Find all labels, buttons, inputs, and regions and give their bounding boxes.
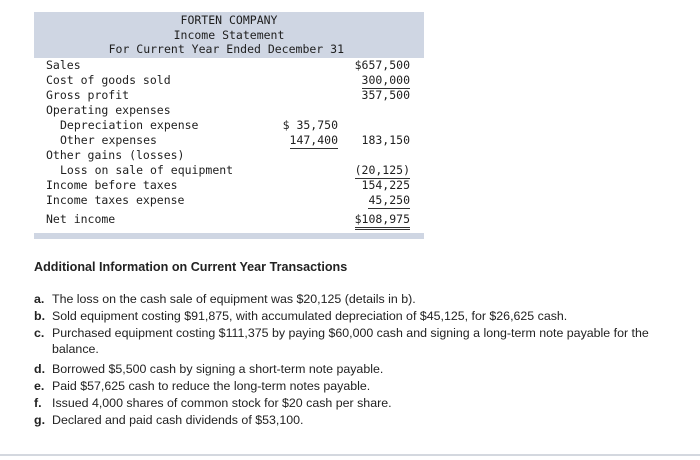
row-label: Other gains (losses) [46,147,185,162]
row-label: Net income [46,211,116,226]
row-loss-on-sale [34,163,424,178]
row-amount: 45,250 [368,192,410,207]
row-label: Operating expenses [46,102,171,117]
row-amount: 183,150 [361,132,410,147]
list-item [34,308,674,324]
statement-period: For Current Year Ended December 31 [108,42,344,56]
item-text: The loss on the cash sale of equipment was $20,125 (details in b). [52,292,416,306]
row-label: Income before taxes [46,177,178,192]
list-item [34,291,674,307]
item-letter: g. [34,413,46,427]
additional-information [34,260,674,429]
row-amount: $657,500 [354,57,410,72]
item-letter: a. [34,292,45,306]
row-label: Income taxes expense [46,192,185,207]
statement-footer-bar [34,233,424,239]
list-item [34,325,674,357]
list-item [34,395,674,411]
item-text: Declared and paid cash dividends of $53,100. [52,413,304,427]
row-other-expenses [34,133,424,148]
row-amount: 154,225 [361,177,410,192]
row-income-taxes [34,193,424,208]
bottom-divider [0,454,700,456]
row-label: Sales [46,57,81,72]
item-letter: c. [34,326,45,340]
row-net-income [34,212,424,227]
statement-title: Income Statement [173,27,285,42]
row-label: Other expenses [60,132,157,147]
row-operating-expenses [34,103,424,118]
row-amount: (20,125) [354,162,410,177]
row-other-gains [34,148,424,163]
company-name: FORTEN COMPANY [180,13,278,27]
row-sales [34,58,424,73]
item-text: Sold equipment costing $91,875, with accumulated depreciation of $45,125, for $26,625 cash. [52,309,568,323]
statement-header [34,12,424,58]
row-subamount: 147,400 [289,132,338,147]
item-letter: b. [34,309,46,323]
row-amount: 357,500 [361,87,410,102]
list-item [34,412,674,428]
row-label: Loss on sale of equipment [60,162,234,177]
row-depreciation [34,118,424,133]
row-gross-profit [34,88,424,103]
item-letter: f. [34,396,42,410]
item-text: Paid $57,625 cash to reduce the long-term notes payable. [52,379,371,393]
row-subamount: $ 35,750 [282,117,338,132]
row-income-before-taxes [34,178,424,193]
list-item [34,378,674,394]
statement-rows [34,58,424,227]
income-statement [34,12,424,239]
row-label: Gross profit [46,87,130,102]
row-cogs [34,73,424,88]
item-letter: e. [34,379,45,393]
list-item [34,361,674,377]
item-letter: d. [34,362,46,376]
item-text: Borrowed $5,500 cash by signing a short-term note payable. [52,362,384,376]
item-text: Purchased equipment costing $111,375 by paying $60,000 cash and signing a long-term note payable for the balance. [52,326,649,356]
additional-heading: Additional Information on Current Year Transactions [34,260,348,274]
row-label: Cost of goods sold [46,72,171,87]
row-label: Depreciation expense [60,117,199,132]
item-text: Issued 4,000 shares of common stock for $20 cash per share. [52,396,392,410]
row-amount: $108,975 [355,212,410,230]
row-amount: 300,000 [361,72,410,87]
